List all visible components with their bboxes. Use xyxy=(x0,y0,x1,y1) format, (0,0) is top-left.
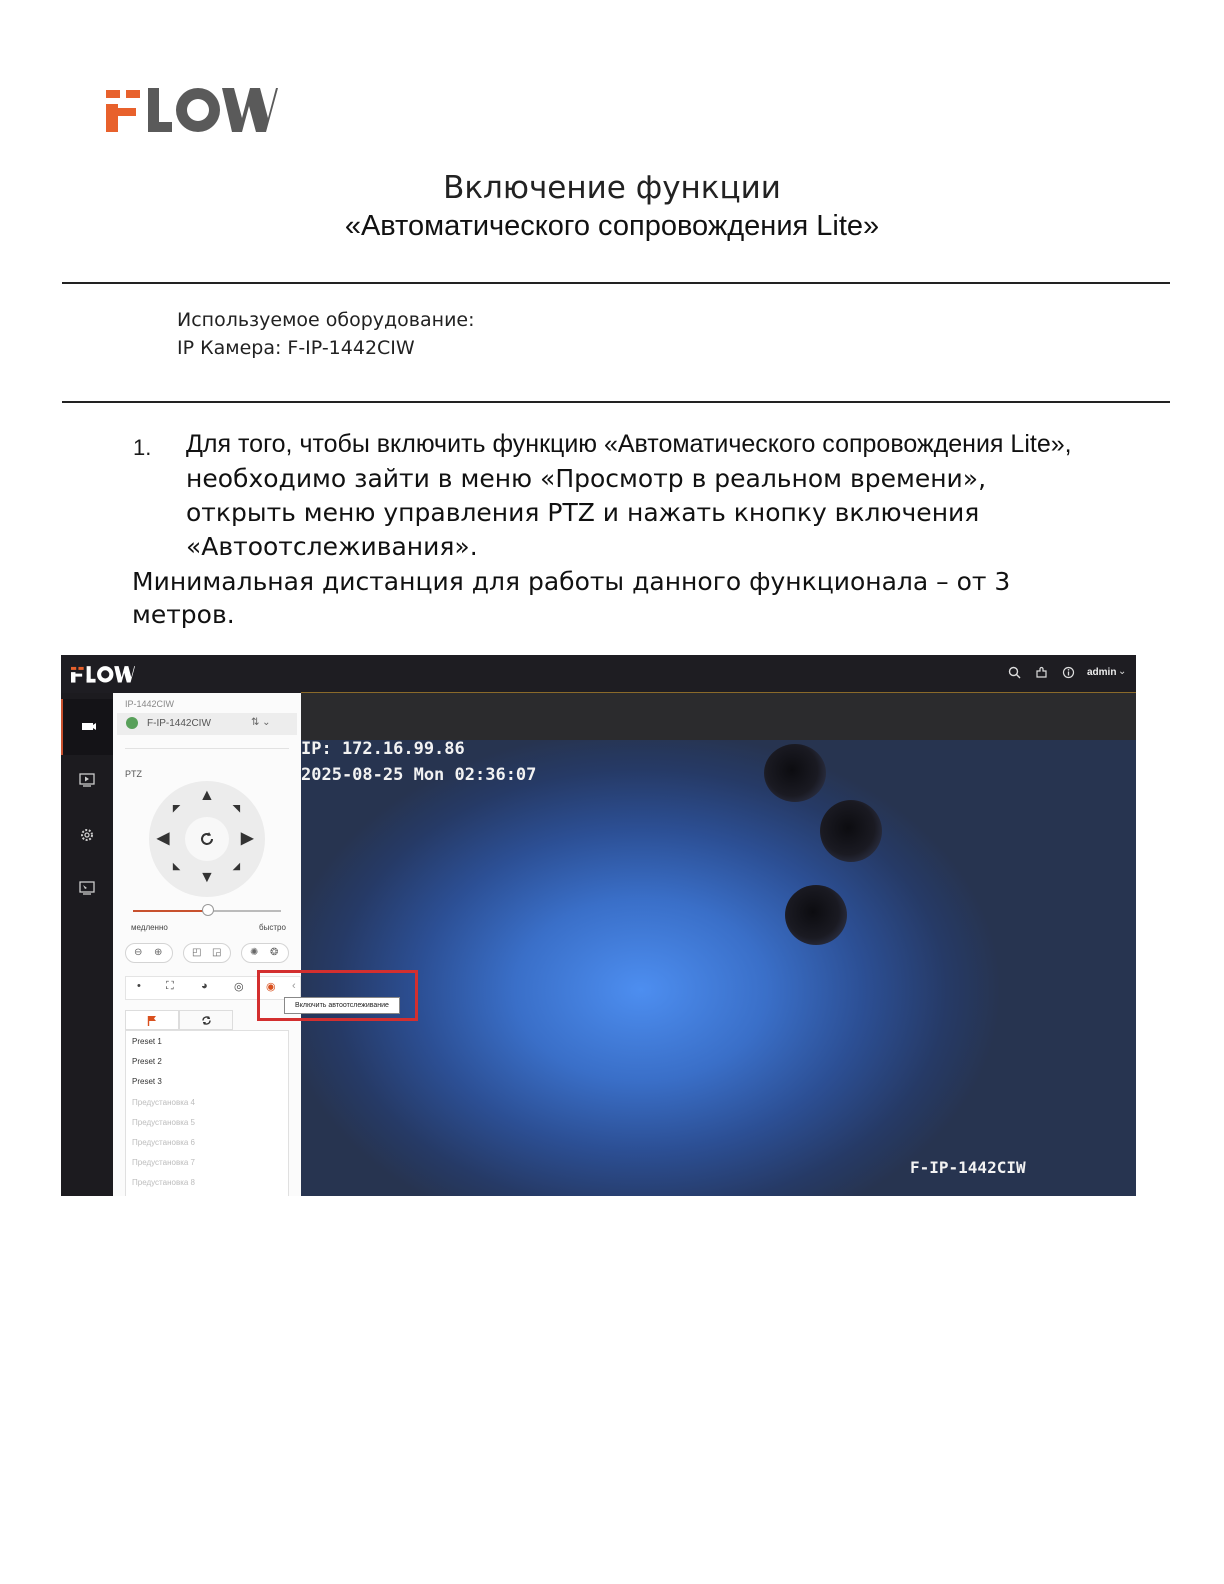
arrow-left-icon[interactable]: ◀ xyxy=(157,830,170,847)
note-text-line: метров. xyxy=(132,600,235,629)
camera-online-icon xyxy=(126,717,138,729)
ptz-panel xyxy=(113,693,301,1196)
speed-slider-fill xyxy=(133,910,207,912)
speed-fast-label: быстро xyxy=(259,923,286,932)
arrow-up-icon[interactable]: ▲ xyxy=(199,787,215,804)
top-bar xyxy=(61,655,1136,693)
iris-open-icon[interactable]: ❂ xyxy=(270,947,279,958)
step-text-line: Для того, чтобы включить функцию «Автоматического сопровождения Lite», xyxy=(186,430,1072,458)
divider xyxy=(125,748,289,749)
arrow-up-right-icon[interactable]: ◥ xyxy=(233,803,240,813)
preset-flag-icon xyxy=(147,1015,157,1026)
light-icon[interactable]: • xyxy=(137,980,141,992)
list-item[interactable]: Предустановка 6 xyxy=(132,1138,195,1147)
puzzle-icon[interactable] xyxy=(1034,666,1048,680)
nav-settings[interactable] xyxy=(61,807,113,863)
tab-presets[interactable] xyxy=(125,1010,179,1030)
focus-far-icon[interactable]: ◲ xyxy=(212,947,222,958)
device-row[interactable] xyxy=(117,713,297,735)
ptz-auto-rotate-button[interactable] xyxy=(185,817,229,861)
settings-icon xyxy=(79,827,95,843)
document-title: Включение функции xyxy=(443,170,781,206)
osd-camera-name: F-IP-1442CIW xyxy=(910,1158,1026,1177)
preset-list xyxy=(125,1030,289,1196)
refresh-icon xyxy=(198,830,216,848)
device-group-label: IP-1442CIW xyxy=(125,699,175,709)
list-item[interactable]: Предустановка 4 xyxy=(132,1098,195,1107)
tab-patrol[interactable] xyxy=(179,1010,233,1030)
live-view-icon xyxy=(81,719,97,733)
live-video[interactable] xyxy=(301,740,1136,1196)
patrol-icon xyxy=(201,1015,212,1026)
maintenance-icon xyxy=(79,881,95,895)
zoom-controls xyxy=(125,943,173,963)
osd-datetime: 2025-08-25 Mon 02:36:07 xyxy=(301,765,537,785)
lens-init-icon[interactable]: ◎ xyxy=(234,981,244,993)
arrow-down-right-icon[interactable]: ◢ xyxy=(233,861,240,871)
flow-logo xyxy=(106,84,278,134)
video-object xyxy=(764,744,826,802)
info-icon[interactable] xyxy=(1061,666,1075,680)
arrow-down-left-icon[interactable]: ◣ xyxy=(173,861,180,871)
equipment-label: Используемое оборудование: xyxy=(177,309,475,331)
step-number: 1. xyxy=(133,435,152,460)
iris-controls xyxy=(241,943,289,963)
iris-close-icon[interactable]: ✺ xyxy=(250,947,259,958)
device-name: F-IP-1442CIW xyxy=(147,718,211,729)
list-item[interactable]: Предустановка 5 xyxy=(132,1118,195,1127)
zoom-in-icon[interactable]: ⊕ xyxy=(154,947,163,958)
arrow-down-icon[interactable]: ▼ xyxy=(199,869,215,886)
nav-maintenance[interactable] xyxy=(61,861,113,917)
list-item[interactable]: Предустановка 8 xyxy=(132,1178,195,1187)
auto-tracking-tooltip: Включить автоотслеживание xyxy=(284,997,400,1014)
nav-playback[interactable] xyxy=(61,753,113,809)
ptz-joystick[interactable] xyxy=(149,781,265,897)
chevron-down-icon[interactable]: ⌄ xyxy=(1118,666,1127,677)
video-object xyxy=(820,800,882,862)
video-toolbar-area xyxy=(301,693,1136,740)
user-menu[interactable]: admin xyxy=(1087,667,1117,678)
search-icon[interactable] xyxy=(1007,666,1021,680)
chevron-left-icon[interactable]: ‹ xyxy=(292,980,296,992)
list-item[interactable]: Preset 3 xyxy=(132,1077,162,1086)
playback-icon xyxy=(79,773,95,787)
step-text-line: необходимо зайти в меню «Просмотр в реальном времени», xyxy=(186,464,987,493)
focus-controls xyxy=(183,943,231,963)
wiper-icon[interactable]: ◕ xyxy=(201,980,208,992)
divider xyxy=(62,401,1170,403)
list-item[interactable]: Preset 1 xyxy=(132,1037,162,1046)
zoom-out-icon[interactable]: ⊖ xyxy=(134,947,143,958)
note-text-line: Минимальная дистанция для работы данного функционала – от 3 xyxy=(132,567,1011,596)
stream-select-icon[interactable]: ⇅ ⌄ xyxy=(251,717,271,728)
step-text-line: «Автоотслеживания». xyxy=(186,532,478,561)
document-subtitle: «Автоматического сопровождения Lite» xyxy=(344,210,880,242)
list-item[interactable]: Preset 2 xyxy=(132,1057,162,1066)
auto-tracking-button[interactable]: ◉ xyxy=(266,981,276,993)
ptz-label: PTZ xyxy=(125,769,142,779)
side-navigation xyxy=(61,693,113,1196)
nav-live-view[interactable] xyxy=(61,699,115,755)
list-item[interactable]: Предустановка 7 xyxy=(132,1158,195,1167)
preset-tabs xyxy=(125,1010,235,1030)
divider xyxy=(62,282,1170,284)
focus-near-icon[interactable]: ◰ xyxy=(192,947,202,958)
video-object xyxy=(785,885,847,945)
focus-area-icon[interactable]: ⛶ xyxy=(166,980,174,992)
flow-logo xyxy=(71,664,135,684)
arrow-right-icon[interactable]: ▶ xyxy=(241,830,254,847)
speed-slider-handle[interactable] xyxy=(202,904,214,916)
osd-ip: IP: 172.16.99.86 xyxy=(301,739,465,759)
arrow-up-left-icon[interactable]: ◤ xyxy=(173,803,180,813)
speed-slow-label: медленно xyxy=(131,923,168,932)
step-text-line: открыть меню управления PTZ и нажать кнопку включения xyxy=(186,498,980,527)
equipment-value: IP Камера: F-IP-1442CIW xyxy=(177,337,415,359)
camera-ui-screenshot xyxy=(61,655,1136,1196)
